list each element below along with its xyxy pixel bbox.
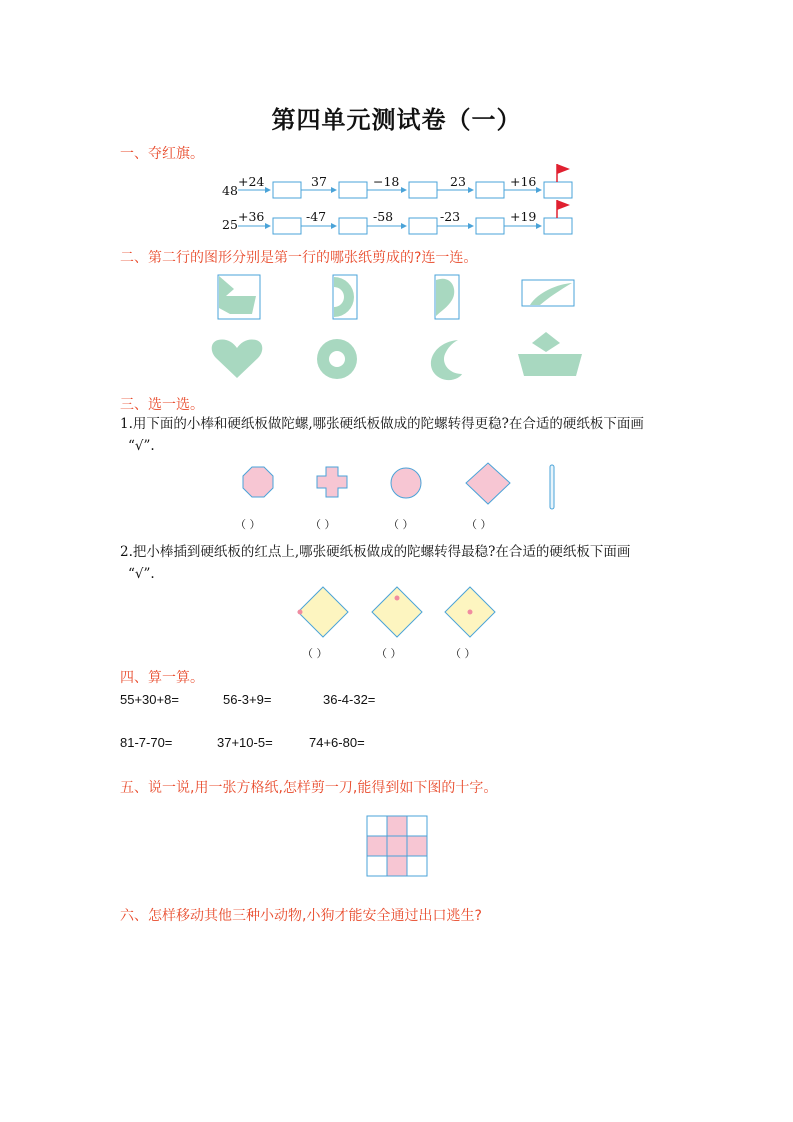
crescent-shape[interactable] (431, 340, 462, 380)
answer-paren-1[interactable]: （ ） (235, 518, 261, 531)
answer-paren-5[interactable]: （ ） (302, 647, 328, 660)
page-title: 第四单元测试卷（一） (271, 105, 522, 134)
answer-paren-3[interactable]: （ ） (388, 518, 414, 531)
octagon-card[interactable] (243, 467, 273, 497)
circle-card[interactable] (391, 468, 421, 498)
answer-paren-6[interactable]: （ ） (376, 647, 402, 660)
chain2-box-3[interactable] (409, 218, 437, 234)
chain1-start: 48 (222, 183, 238, 198)
chain1-box-4[interactable] (476, 182, 504, 198)
chain1-op-3: −18 (373, 174, 400, 189)
folded-paper-4[interactable] (522, 280, 574, 306)
stick-icon (550, 465, 554, 509)
question-3-2-line2: “√”. (128, 566, 155, 582)
chain2-box-2[interactable] (339, 218, 367, 234)
folded-paper-3[interactable] (435, 275, 459, 319)
calc-5[interactable]: 37+10-5= (217, 735, 273, 750)
spinner-cards-2 (290, 584, 510, 644)
answer-paren-7[interactable]: （ ） (450, 647, 476, 660)
calc-6[interactable]: 74+6-80= (309, 735, 365, 750)
section-6-heading: 六、怎样移动其他三种小动物,小狗才能安全通过出口逃生? (120, 908, 482, 924)
chain2-start: 25 (222, 217, 238, 232)
boat-shape[interactable] (518, 332, 582, 376)
chain1-op-4: 23 (450, 174, 466, 189)
calc-2[interactable]: 56-3+9= (223, 692, 272, 707)
folded-paper-1[interactable] (218, 275, 260, 319)
cross-card[interactable] (317, 467, 347, 497)
ring-shape[interactable] (317, 339, 357, 379)
chain1-op-5: +16 (510, 174, 537, 189)
heart-shape[interactable] (212, 339, 263, 378)
cross-grid-figure (366, 815, 428, 877)
answer-paren-4[interactable]: （ ） (466, 518, 492, 531)
calc-3[interactable]: 36-4-32= (323, 692, 376, 707)
folded-paper-2[interactable] (333, 275, 357, 319)
section-5-heading: 五、说一说,用一张方格纸,怎样剪一刀,能得到如下图的十字。 (120, 780, 498, 796)
chain1-op-2: 37 (311, 174, 327, 189)
answer-paren-2[interactable]: （ ） (310, 518, 336, 531)
flag-icon (557, 200, 570, 218)
chain1-box-1[interactable] (273, 182, 301, 198)
question-3-1-line2: “√”. (128, 438, 155, 454)
section-2-heading: 二、第二行的图形分别是第一行的哪张纸剪成的?连一连。 (120, 250, 478, 266)
flag-chain-diagram (230, 160, 580, 240)
diamond-card-dot-top[interactable] (372, 587, 422, 637)
chain1-box-3[interactable] (409, 182, 437, 198)
section-3-heading: 三、选一选。 (120, 397, 204, 413)
diamond-card[interactable] (466, 463, 510, 504)
chain2-op-4: -23 (440, 209, 461, 224)
section-4-heading: 四、算一算。 (120, 670, 204, 686)
question-3-1-line1: 1.用下面的小棒和硬纸板做陀螺,哪张硬纸板做成的陀螺转得更稳?在合适的硬纸板下面画 (120, 416, 644, 432)
chain2-op-2: -47 (306, 209, 327, 224)
chain2-box-1[interactable] (273, 218, 301, 234)
diamond-card-dot-left[interactable] (298, 587, 349, 637)
spinner-cards-1 (230, 462, 570, 512)
chain1-box-2[interactable] (339, 182, 367, 198)
chain1-box-5[interactable] (544, 182, 572, 198)
section-1-heading: 一、夺红旗。 (120, 146, 204, 162)
paper-cut-matching-diagram (200, 270, 600, 385)
chain1-op-1: +24 (238, 174, 265, 189)
chain2-op-1: +36 (238, 209, 265, 224)
question-3-2-line1: 2.把小棒插到硬纸板的红点上,哪张硬纸板做成的陀螺转得最稳?在合适的硬纸板下面画 (120, 544, 631, 560)
chain2-op-3: -58 (373, 209, 394, 224)
calc-1[interactable]: 55+30+8= (120, 692, 179, 707)
calc-4[interactable]: 81-7-70= (120, 735, 173, 750)
chain2-op-5: +19 (510, 209, 537, 224)
flag-icon (557, 164, 570, 182)
chain2-box-5[interactable] (544, 218, 572, 234)
chain2-box-4[interactable] (476, 218, 504, 234)
diamond-card-dot-center[interactable] (445, 587, 495, 637)
